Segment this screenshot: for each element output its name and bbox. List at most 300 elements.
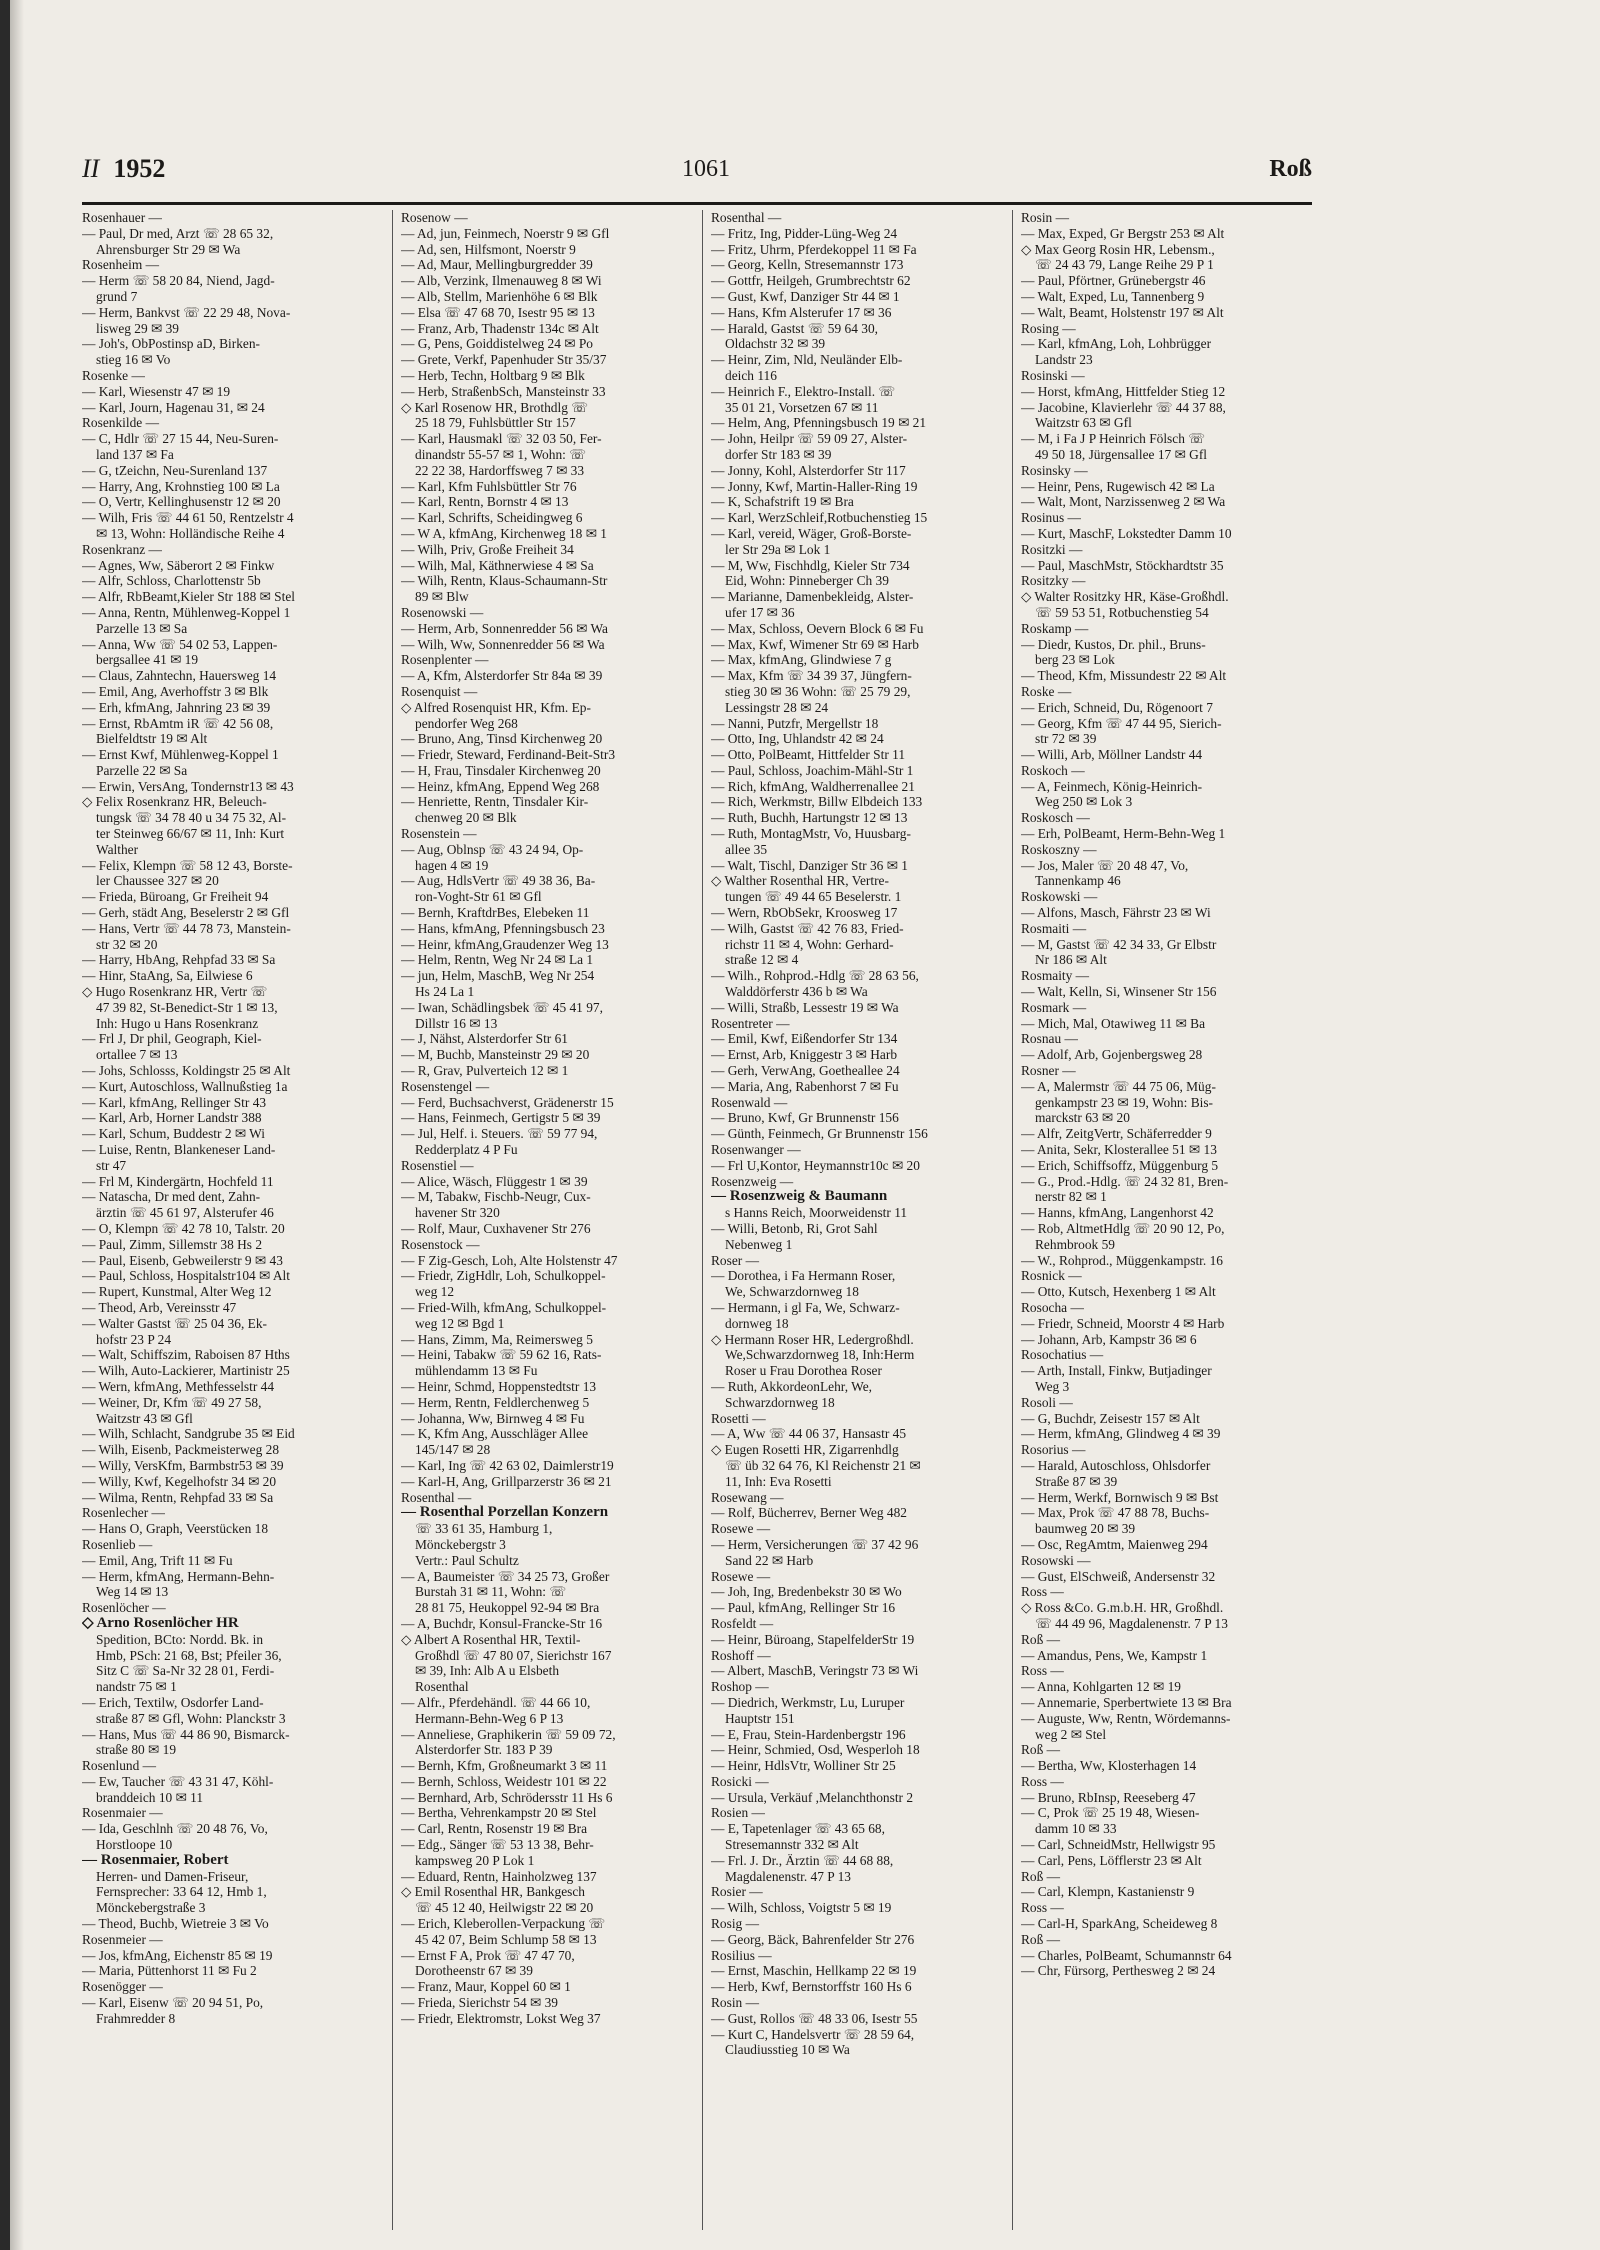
directory-line: — Karl, Schrifts, Scheidingweg 6	[401, 510, 583, 526]
directory-line: Roskoszny —	[1021, 841, 1097, 857]
directory-line: — Herm, Rentn, Feldlerchenweg 5	[401, 1394, 590, 1410]
directory-line: — Heinr, kfmAng,Graudenzer Weg 13	[401, 936, 609, 952]
directory-line: — Hans, Kfm Alsterufer 17 ✉ 36	[711, 304, 892, 320]
directory-line: — Georg, Kelln, Stresemannstr 173	[711, 257, 904, 273]
directory-line: — Erich, Kleberollen-Verpackung ☏	[401, 1916, 606, 1932]
directory-line: Rosoli —	[1021, 1394, 1073, 1410]
directory-line: — Karl-H, Ang, Grillparzerstr 36 ✉ 21	[401, 1473, 612, 1489]
directory-line: — Carl, Klempn, Kastanienstr 9	[1021, 1884, 1195, 1900]
directory-line: — Mich, Mal, Otawiweg 11 ✉ Ba	[1021, 1015, 1206, 1031]
directory-line: Redderplatz 4 P Fu	[415, 1142, 518, 1158]
directory-line: — Max, kfmAng, Glindwiese 7 g	[711, 652, 892, 668]
volume-number: II	[82, 154, 100, 183]
directory-line: Rosinus —	[1021, 510, 1081, 526]
directory-line: straße 12 ✉ 4	[725, 952, 799, 968]
directory-line: Rosnau —	[1021, 1031, 1078, 1047]
directory-line: — Rolf, Maur, Cuxhavener Str 276	[401, 1221, 591, 1236]
directory-line: marckstr 63 ✉ 20	[1035, 1110, 1130, 1126]
directory-line: — G., Prod.-Hdlg. ☏ 24 32 81, Bren-	[1021, 1173, 1229, 1189]
page-gutter-shadow	[10, 0, 24, 2250]
directory-line: — Jul, Helf. i. Steuers. ☏ 59 77 94,	[401, 1126, 598, 1142]
directory-line: — Jos, kfmAng, Eichenstr 85 ✉ 19	[82, 1947, 273, 1963]
directory-line: Rosmark —	[1021, 999, 1087, 1015]
directory-line: — Natascha, Dr med dent, Zahn-	[82, 1189, 261, 1205]
directory-line: — Johanna, Ww, Birnweg 4 ✉ Fu	[401, 1410, 585, 1426]
directory-line: — Walt, Tischl, Danziger Str 36 ✉ 1	[711, 857, 908, 873]
directory-line: Weg 14 ✉ 13	[96, 1584, 169, 1600]
directory-line: Roß —	[1021, 1742, 1061, 1758]
directory-line: Rosetti —	[711, 1410, 766, 1426]
directory-line: Lessingstr 28 ✉ 24	[725, 699, 829, 715]
directory-line: — A, Feinmech, König-Heinrich-	[1021, 778, 1203, 794]
directory-line: — Gust, ElSchweiß, Andersenstr 32	[1021, 1568, 1216, 1584]
directory-line: — Ad, Maur, Mellingburgredder 39	[401, 257, 593, 273]
column-1	[82, 210, 380, 2230]
directory-line: Rosing —	[1021, 320, 1076, 336]
directory-line: s Hanns Reich, Moorweidenstr 11	[725, 1205, 908, 1221]
directory-line: We, Schwarzdornweg 18	[725, 1284, 859, 1300]
directory-line: — Helm, Ang, Pfenningsbusch 19 ✉ 21	[711, 415, 927, 431]
directory-line: — Heinr, Zim, Nld, Neuländer Elb-	[711, 352, 903, 368]
directory-line: ler Chaussee 327 ✉ 20	[96, 873, 219, 889]
directory-line: Rosenquist —	[401, 683, 478, 699]
directory-line: stieg 16 ✉ Vo	[96, 352, 171, 368]
directory-line: — O, Vertr, Kellinghusenstr 12 ✉ 20	[82, 494, 281, 510]
directory-line: 45 42 07, Beim Schlump 58 ✉ 13	[415, 1931, 597, 1947]
directory-line: — Herm, Bankvst ☏ 22 29 48, Nova-	[82, 304, 291, 320]
directory-line: Roß —	[1021, 1931, 1061, 1947]
directory-line: — G, tZeichn, Neu-Surenland 137	[82, 462, 268, 478]
directory-line: — Max, Kfm ☏ 34 39 37, Jüngfern-	[711, 668, 912, 684]
directory-line: — Rolf, Bücherrev, Berner Weg 482	[711, 1505, 908, 1521]
directory-line: ◇ Karl Rosenow HR, Brothdlg ☏	[401, 399, 588, 415]
directory-line: — Frl M, Kindergärtn, Hochfeld 11	[82, 1173, 274, 1189]
directory-line: Claudiusstieg 10 ✉ Wa	[725, 2042, 850, 2058]
directory-line: — Gust, Kwf, Danziger Str 44 ✉ 1	[711, 288, 900, 304]
directory-line: — Max, Exped, Gr Bergstr 253 ✉ Alt	[1021, 225, 1225, 241]
directory-line: — Bertha, Ww, Klosterhagen 14	[1021, 1758, 1197, 1774]
directory-line: — Wilma, Rentn, Rehpfad 33 ✉ Sa	[82, 1489, 274, 1505]
directory-line: — Weiner, Dr, Kfm ☏ 49 27 58,	[82, 1394, 262, 1410]
directory-line: — Alfr., Pferdehändl. ☏ 44 66 10,	[401, 1694, 591, 1710]
directory-line: Rosewe —	[711, 1521, 771, 1537]
directory-line: Dillstr 16 ✉ 13	[415, 1015, 498, 1031]
directory-line: ☏ 59 53 51, Rotbuchenstieg 54	[1035, 604, 1209, 620]
directory-line: — Anna, Ww ☏ 54 02 53, Lappen-	[82, 636, 278, 652]
directory-line: Roske —	[1021, 683, 1072, 699]
directory-line: — M, Tabakw, Fischb-Neugr, Cux-	[401, 1189, 591, 1205]
directory-line: — Fritz, Ing, Pidder-Lüng-Weg 24	[711, 225, 898, 241]
directory-line: Roskowski —	[1021, 889, 1098, 905]
directory-line: Fernsprecher: 33 64 12, Hmb 1,	[96, 1884, 267, 1900]
directory-line: baumweg 20 ✉ 39	[1035, 1521, 1136, 1537]
directory-line: Waitzstr 43 ✉ Gfl	[96, 1410, 193, 1426]
directory-line: ◇ Hermann Roser HR, Ledergroßhdl.	[711, 1331, 914, 1347]
directory-line: Vertr.: Paul Schultz	[415, 1552, 519, 1568]
directory-line: — Dorothea, i Fa Hermann Roser,	[711, 1268, 896, 1284]
directory-line: — Nanni, Putzfr, Mergellstr 18	[711, 715, 879, 731]
directory-line: — G, Buchdr, Zeisestr 157 ✉ Alt	[1021, 1410, 1200, 1426]
directory-line: Spedition, BCto: Nordd. Bk. in	[96, 1631, 264, 1647]
directory-line: — Ernst Kwf, Mühlenweg-Koppel 1	[82, 747, 279, 763]
directory-line: dornweg 18	[725, 1315, 789, 1331]
directory-line: — Rosenzweig & Baumann	[711, 1189, 888, 1205]
directory-line: Roser u Frau Dorothea Roser	[725, 1363, 882, 1379]
directory-line: — Harald, Autoschloss, Ohlsdorfer	[1021, 1457, 1211, 1473]
directory-line: Roser —	[711, 1252, 759, 1268]
directory-line: — Hans O, Graph, Veerstücken 18	[82, 1521, 269, 1537]
directory-line: Straße 87 ✉ 39	[1035, 1473, 1118, 1489]
directory-line: nerstr 82 ✉ 1	[1035, 1189, 1107, 1205]
column-3	[702, 210, 1001, 2230]
directory-line: Rosin —	[1021, 210, 1069, 225]
directory-line: Schwarzdornweg 18	[725, 1394, 835, 1410]
directory-line: — Friedr, Elektromstr, Lokst Weg 37	[401, 2010, 601, 2026]
directory-line: — Grete, Verkf, Papenhuder Str 35/37	[401, 352, 607, 368]
directory-line: — Hinr, StaAng, Sa, Eilwiese 6	[82, 968, 253, 984]
directory-line: Rosenowski —	[401, 604, 484, 620]
directory-line: Rosmaity —	[1021, 968, 1090, 984]
directory-line: — Willi, Arb, Möllner Landstr 44	[1021, 747, 1203, 763]
directory-line: — Emil, Ang, Trift 11 ✉ Fu	[82, 1552, 233, 1568]
directory-line: — Johann, Arb, Kampstr 36 ✉ 6	[1021, 1331, 1197, 1347]
directory-line: — Anita, Sekr, Klosterallee 51 ✉ 13	[1021, 1142, 1217, 1158]
directory-line: — Karl, Eisenw ☏ 20 94 51, Po,	[82, 1995, 264, 2011]
directory-line: Roskosch —	[1021, 810, 1090, 826]
directory-line: — Eduard, Rentn, Hainholzweg 137	[401, 1868, 597, 1884]
directory-line: lisweg 29 ✉ 39	[96, 320, 180, 336]
directory-line: — Wilh, Schloss, Voigtstr 5 ✉ 19	[711, 1900, 892, 1916]
directory-line: Walther	[96, 841, 139, 857]
directory-line: ◇ Emil Rosenthal HR, Bankgesch	[401, 1884, 585, 1900]
directory-line: Weg 250 ✉ Lok 3	[1035, 794, 1133, 810]
directory-line: — Karl, Schum, Buddestr 2 ✉ Wi	[82, 1126, 266, 1142]
directory-line: Nr 186 ✉ Alt	[1035, 952, 1107, 968]
directory-line: — Bruno, Kwf, Gr Brunnenstr 156	[711, 1110, 899, 1126]
directory-line: — Paul, Dr med, Arzt ☏ 28 65 32,	[82, 225, 274, 241]
directory-line: — Auguste, Ww, Rentn, Wördemanns-	[1021, 1710, 1231, 1726]
directory-line: Rosenlund —	[82, 1758, 157, 1774]
directory-line: — Gerh, städt Ang, Beselerstr 2 ✉ Gfl	[82, 905, 290, 921]
directory-line: Ross —	[1021, 1773, 1064, 1789]
directory-line: — Fritz, Uhrm, Pferdekoppel 11 ✉ Fa	[711, 241, 917, 257]
directory-line: Frahmredder 8	[96, 2010, 176, 2026]
directory-line: — Hans, Vertr ☏ 44 78 73, Manstein-	[82, 920, 291, 936]
directory-line: — Diedrich, Werkmstr, Lu, Luruper	[711, 1694, 905, 1710]
directory-line: — Walt, Mont, Narzissenweg 2 ✉ Wa	[1021, 494, 1226, 510]
book-spine-edge	[0, 0, 10, 2250]
directory-line: — Frl U,Kontor, Heymannstr10c ✉ 20	[711, 1157, 920, 1173]
directory-line: — A, Malermstr ☏ 44 75 06, Müg-	[1021, 1078, 1216, 1094]
directory-line: Rosenstiel —	[401, 1157, 474, 1173]
directory-line: — Aug, Oblnsp ☏ 43 24 94, Op-	[401, 841, 584, 857]
directory-line: — Friedr, ZigHdlr, Loh, Schulkoppel-	[401, 1268, 606, 1284]
directory-line: — Jacobine, Klavierlehr ☏ 44 37 88,	[1021, 399, 1226, 415]
directory-line: — Rich, Werkmstr, Billw Elbdeich 133	[711, 794, 923, 810]
directory-line: Nebenweg 1	[725, 1236, 793, 1252]
directory-line: — Bruno, RbInsp, Reeseberg 47	[1021, 1789, 1196, 1805]
directory-line: — Wilh, Schlacht, Sandgrube 35 ✉ Eid	[82, 1426, 295, 1442]
directory-line: ◇ Walther Rosenthal HR, Vertre-	[711, 873, 889, 889]
directory-line: hofstr 23 P 24	[96, 1331, 172, 1347]
directory-line: — Walt, Exped, Lu, Tannenberg 9	[1021, 288, 1205, 304]
directory-line: — Gottfr, Heilgeh, Grumbrechtstr 62	[711, 273, 911, 289]
directory-line: — Max, Schloss, Oevern Block 6 ✉ Fu	[711, 620, 924, 636]
directory-line: — Heinr, Büroang, StapelfelderStr 19	[711, 1631, 915, 1647]
directory-line: — Iwan, Schädlingsbek ☏ 45 41 97,	[401, 999, 603, 1015]
directory-line: — Paul, MaschMstr, Stöckhardtstr 35	[1021, 557, 1224, 573]
directory-line: — Walter Gastst ☏ 25 04 36, Ek-	[82, 1315, 268, 1331]
directory-line: Rosenlieb —	[82, 1536, 153, 1552]
directory-line: — Hans, Zimm, Ma, Reimersweg 5	[401, 1331, 593, 1347]
directory-line: hagen 4 ✉ 19	[415, 857, 489, 873]
directory-line: — A, Baumeister ☏ 34 25 73, Großer	[401, 1568, 610, 1584]
directory-line: Großhdl ☏ 47 80 07, Sierichstr 167	[415, 1647, 612, 1663]
directory-line: ✉ 13, Wohn: Holländische Reihe 4	[96, 525, 285, 541]
directory-line: — Bertha, Vehrenkampstr 20 ✉ Stel	[401, 1805, 597, 1821]
directory-line: Tannenkamp 46	[1035, 873, 1121, 889]
directory-line: Rosenhauer —	[82, 210, 162, 225]
directory-line: Roß —	[1021, 1868, 1061, 1884]
directory-columns	[82, 210, 1312, 2230]
directory-line: ☏ 24 43 79, Lange Reihe 29 P 1	[1035, 257, 1214, 273]
directory-line: — Kurt, Autoschloss, Wallnußstieg 1a	[82, 1078, 288, 1094]
directory-line: — Johs, Schlosss, Koldingstr 25 ✉ Alt	[82, 1063, 291, 1079]
directory-line: Hmb, PSch: 21 68, Bst; Pfeiler 36,	[96, 1647, 282, 1663]
directory-line: — Herb, StraßenbSch, Mansteinstr 33	[401, 383, 606, 399]
directory-line: Rosentreter —	[711, 1015, 790, 1031]
directory-line: ☏ 33 61 35, Hamburg 1,	[415, 1521, 553, 1537]
directory-line: 47 39 82, St-Benedict-Str 1 ✉ 13,	[96, 999, 278, 1015]
directory-line: — Wilh, Gastst ☏ 42 76 83, Fried-	[711, 920, 904, 936]
directory-line: Rosien —	[711, 1805, 765, 1821]
directory-line: str 47	[96, 1157, 127, 1173]
directory-line: — Heinr, HdlsVtr, Wolliner Str 25	[711, 1758, 896, 1774]
directory-line: — Harald, Gastst ☏ 59 64 30,	[711, 320, 878, 336]
directory-line: — Helm, Rentn, Weg Nr 24 ✉ La 1	[401, 952, 594, 968]
directory-line: Hauptstr 151	[725, 1710, 795, 1726]
directory-line: havener Str 320	[415, 1205, 500, 1221]
directory-line: ◇ Albert A Rosenthal HR, Textil-	[401, 1631, 581, 1647]
directory-line: ler Str 29a ✉ Lok 1	[725, 541, 831, 557]
directory-line: — Ad, sen, Hilfsmont, Noerstr 9	[401, 241, 576, 257]
directory-line: — Herb, Kwf, Bernstorffstr 160 Hs 6	[711, 1979, 912, 1995]
directory-line: — Karl, Journ, Hagenau 31, ✉ 24	[82, 399, 265, 415]
directory-line: Stresemannstr 332 ✉ Alt	[725, 1837, 859, 1853]
directory-line: ◇ Eugen Rosetti HR, Zigarrenhdlg	[711, 1442, 899, 1458]
directory-line: ◇ Alfred Rosenquist HR, Kfm. Ep-	[401, 699, 591, 715]
directory-line: Roshop —	[711, 1679, 769, 1695]
directory-line: Rosorius —	[1021, 1442, 1086, 1458]
header-rule	[82, 202, 1312, 205]
directory-line: bergsallee 41 ✉ 19	[96, 652, 199, 668]
directory-line: Landstr 23	[1035, 352, 1093, 368]
directory-line: str 72 ✉ 39	[1035, 731, 1097, 747]
directory-line: — Alfr, RbBeamt,Kieler Str 188 ✉ Stel	[82, 589, 296, 605]
directory-line: Rosenkranz —	[82, 541, 162, 557]
directory-line: — Wilh, Rentn, Klaus-Schaumann-Str	[401, 573, 608, 589]
directory-line: — Felix, Klempn ☏ 58 12 43, Borste-	[82, 857, 293, 873]
directory-line: — Carl-H, SparkAng, Scheideweg 8	[1021, 1916, 1218, 1932]
volume-year	[82, 154, 165, 184]
directory-line: 35 01 21, Vorsetzen 67 ✉ 11	[725, 399, 879, 415]
directory-line: ärztin ☏ 45 61 97, Alsterufer 46	[96, 1205, 274, 1221]
directory-line: — Anna, Rentn, Mühlenweg-Koppel 1	[82, 604, 291, 620]
directory-line: ter Steinweg 66/67 ✉ 11, Inh: Kurt	[96, 826, 285, 842]
directory-line: — Wern, kfmAng, Methfesselstr 44	[82, 1378, 275, 1394]
directory-line: Rosewang —	[711, 1489, 784, 1505]
directory-line: — W., Rohprod., Müggenkampstr. 16	[1021, 1252, 1223, 1268]
directory-line: We,Schwarzdornweg 18, Inh:Herm	[725, 1347, 915, 1363]
directory-line: — Franz, Arb, Thadenstr 134c ✉ Alt	[401, 320, 599, 336]
directory-line: — Hanns, kfmAng, Langenhorst 42	[1021, 1205, 1214, 1221]
directory-line: — Henriette, Rentn, Tinsdaler Kir-	[401, 794, 589, 810]
directory-line: Sand 22 ✉ Harb	[725, 1552, 814, 1568]
directory-line: — Frieda, Büroang, Gr Freiheit 94	[82, 889, 269, 905]
directory-line: — Ferd, Buchsachverst, Grädenerstr 15	[401, 1094, 614, 1110]
directory-line: — Gust, Rollos ☏ 48 33 06, Isestr 55	[711, 2010, 918, 2026]
directory-line: Alsterdorfer Str. 183 P 39	[415, 1742, 553, 1758]
directory-line: — Karl, kfmAng, Loh, Lohbrügger	[1021, 336, 1212, 352]
directory-line: Herren- und Damen-Friseur,	[96, 1868, 249, 1884]
directory-line: Ahrensburger Str 29 ✉ Wa	[96, 241, 241, 257]
directory-line: — C, Prok ☏ 25 19 48, Wiesen-	[1021, 1805, 1200, 1821]
directory-line: — Diedr, Kustos, Dr. phil., Bruns-	[1021, 636, 1206, 652]
directory-line: — K, Kfm Ang, Ausschläger Allee	[401, 1426, 589, 1442]
directory-line: ◇ Max Georg Rosin HR, Lebensm.,	[1021, 241, 1215, 257]
directory-line: — Paul, Eisenb, Gebweilerstr 9 ✉ 43	[82, 1252, 283, 1268]
directory-line: Eid, Wohn: Pinneberger Ch 39	[725, 573, 889, 589]
directory-line: Walddörferstr 436 b ✉ Wa	[725, 984, 868, 1000]
directory-line: — G, Pens, Goiddistelweg 24 ✉ Po	[401, 336, 593, 352]
directory-line: Rosewe —	[711, 1568, 771, 1584]
directory-line: kampsweg 20 P Lok 1	[415, 1852, 535, 1868]
directory-line: — Alfr, ZeitgVertr, Schäferredder 9	[1021, 1126, 1212, 1142]
directory-line: — Heinr, Pens, Rugewisch 42 ✉ La	[1021, 478, 1215, 494]
directory-line: 11, Inh: Eva Rosetti	[725, 1473, 832, 1489]
directory-line: — Frieda, Sierichstr 54 ✉ 39	[401, 1995, 559, 2011]
directory-line: — Osc, RegAmtm, Maienweg 294	[1021, 1536, 1208, 1552]
directory-line: — Erh, kfmAng, Jahnring 23 ✉ 39	[82, 699, 271, 715]
directory-line: — Theod, Arb, Vereinsstr 47	[82, 1299, 237, 1315]
directory-line: — Karl, Hausmakl ☏ 32 03 50, Fer-	[401, 431, 602, 447]
directory-line: Rosicki —	[711, 1773, 769, 1789]
directory-line: Hs 24 La 1	[415, 984, 475, 1000]
directory-line: grund 7	[96, 288, 138, 304]
directory-line: — Karl, kfmAng, Rellinger Str 43	[82, 1094, 267, 1110]
directory-line: — H, Frau, Tinsdaler Kirchenweg 20	[401, 762, 601, 778]
directory-line: — Bernh, Kfm, Großneumarkt 3 ✉ 11	[401, 1758, 608, 1774]
directory-line: — Annemarie, Sperbertwiete 13 ✉ Bra	[1021, 1694, 1232, 1710]
directory-line: — Amandus, Pens, We, Kampstr 1	[1021, 1647, 1208, 1663]
directory-line: — Ernst, Maschin, Hellkamp 22 ✉ 19	[711, 1963, 917, 1979]
directory-line: Mönckebergstraße 3	[96, 1900, 206, 1916]
directory-line: str 32 ✉ 20	[96, 936, 158, 952]
directory-line: Rosenthal —	[711, 210, 782, 225]
directory-line: Rosenthal	[415, 1679, 469, 1695]
directory-line: — Alfr, Schloss, Charlottenstr 5b	[82, 573, 261, 589]
directory-line: 25 18 79, Fuhlsbüttler Str 157	[415, 415, 576, 431]
directory-line: — Frl. J. Dr., Ärztin ☏ 44 68 88,	[711, 1852, 894, 1868]
directory-line: — Jonny, Kwf, Martin-Haller-Ring 19	[711, 478, 918, 494]
directory-line: — Paul, Schloss, Joachim-Mähl-Str 1	[711, 762, 914, 778]
directory-line: — Rupert, Kunstmal, Alter Weg 12	[82, 1284, 272, 1300]
directory-line: — Theod, Kfm, Missundestr 22 ✉ Alt	[1021, 668, 1227, 684]
directory-line: Parzelle 22 ✉ Sa	[96, 762, 188, 778]
directory-line: — Bernh, KraftdrBes, Elebeken 11	[401, 905, 590, 921]
directory-line: — K, Schafstrift 19 ✉ Bra	[711, 494, 854, 510]
directory-line: — Anneliese, Graphikerin ☏ 59 09 72,	[401, 1726, 616, 1742]
directory-line: — Ad, jun, Feinmech, Noerstr 9 ✉ Gfl	[401, 225, 610, 241]
directory-line: — Herb, Techn, Holtbarg 9 ✉ Blk	[401, 367, 585, 383]
directory-line: Rosocha —	[1021, 1299, 1084, 1315]
directory-line: dinandstr 55-57 ✉ 1, Wohn: ☏	[415, 446, 586, 462]
directory-line: damm 10 ✉ 33	[1035, 1821, 1117, 1837]
directory-line: weg 12	[415, 1284, 455, 1300]
directory-line: Sitz C ☏ Sa-Nr 32 28 01, Ferdi-	[96, 1663, 275, 1679]
directory-line: — Karl, Arb, Horner Landstr 388	[82, 1110, 262, 1126]
directory-line: Waitzstr 63 ✉ Gfl	[1035, 415, 1132, 431]
directory-line: — Hermann, i gl Fa, We, Schwarz-	[711, 1299, 900, 1315]
directory-line: — Otto, Ing, Uhlandstr 42 ✉ 24	[711, 731, 884, 747]
directory-line: — Walt, Schiffszim, Raboisen 87 Hths	[82, 1347, 290, 1363]
directory-line: — Wilh, Fris ☏ 44 61 50, Rentzelstr 4	[82, 510, 294, 526]
directory-line: Rosier —	[711, 1884, 763, 1900]
directory-line: branddeich 10 ✉ 11	[96, 1789, 204, 1805]
directory-line: — Heini, Tabakw ☏ 59 62 16, Rats-	[401, 1347, 602, 1363]
directory-line: deich 116	[725, 367, 777, 383]
directory-line: — O, Klempn ☏ 42 78 10, Talstr. 20	[82, 1221, 285, 1236]
directory-line: — Walt, Kelln, Si, Winsener Str 156	[1021, 984, 1217, 1000]
directory-line: — M, Gastst ☏ 42 34 33, Gr Elbstr	[1021, 936, 1217, 952]
directory-line: — Frl J, Dr phil, Geograph, Kiel-	[82, 1031, 262, 1047]
directory-line: — Georg, Kfm ☏ 47 44 95, Sierich-	[1021, 715, 1222, 731]
directory-line: Burstah 31 ✉ 11, Wohn: ☏	[415, 1584, 567, 1600]
directory-line: — Paul, Zimm, Sillemstr 38 Hs 2	[82, 1236, 263, 1252]
directory-line: ☏ üb 32 64 76, Kl Reichenstr 21 ✉	[725, 1457, 921, 1473]
directory-line: — Hans, Mus ☏ 44 86 90, Bismarck-	[82, 1726, 290, 1742]
directory-line: — Rich, kfmAng, Waldherrenallee 21	[711, 778, 915, 794]
directory-line: — Bruno, Ang, Tinsd Kirchenweg 20	[401, 731, 603, 747]
directory-page	[82, 150, 1312, 2230]
directory-line: — Kurt, MaschF, Lokstedter Damm 10	[1021, 525, 1232, 541]
directory-line: straße 87 ✉ Gfl, Wohn: Planckstr 3	[96, 1710, 286, 1726]
directory-line: Rosinski —	[1021, 367, 1085, 383]
directory-line: — A, Ww ☏ 44 06 37, Hansastr 45	[711, 1426, 907, 1442]
directory-line: — Ruth, Buchh, Hartungstr 12 ✉ 13	[711, 810, 908, 826]
directory-line: — M, Buchb, Mansteinstr 29 ✉ 20	[401, 1047, 590, 1063]
directory-line: weg 12 ✉ Bgd 1	[415, 1315, 505, 1331]
directory-line: — Charles, PolBeamt, Schumannstr 64	[1021, 1947, 1232, 1963]
directory-line: richstr 11 ✉ 4, Wohn: Gerhard-	[725, 936, 894, 952]
directory-line: — Herm, Versicherungen ☏ 37 42 96	[711, 1536, 919, 1552]
directory-line: Horstloope 10	[96, 1837, 173, 1853]
directory-line: Parzelle 13 ✉ Sa	[96, 620, 188, 636]
directory-line: — Karl, Rentn, Bornstr 4 ✉ 13	[401, 494, 569, 510]
directory-line: Rosenwanger —	[711, 1142, 801, 1158]
directory-line: — Maria, Püttenhorst 11 ✉ Fu 2	[82, 1963, 257, 1979]
directory-line: Rosowski —	[1021, 1552, 1091, 1568]
directory-line: — C, Hdlr ☏ 27 15 44, Neu-Suren-	[82, 431, 279, 447]
directory-line: — Friedr, Steward, Ferdinand-Beit-Str3	[401, 747, 616, 763]
directory-line: — Ida, Geschlnh ☏ 20 48 76, Vo,	[82, 1821, 268, 1837]
directory-line: — Luise, Rentn, Blankeneser Land-	[82, 1142, 276, 1158]
directory-line: — Maria, Ang, Rabenhorst 7 ✉ Fu	[711, 1078, 899, 1094]
directory-line: ✉ 39, Inh: Alb A u Elsbeth	[415, 1663, 560, 1679]
directory-line: — Wilh, Priv, Große Freiheit 34	[401, 541, 574, 557]
directory-line: Ross —	[1021, 1663, 1064, 1679]
directory-line: Bielfeldtstr 19 ✉ Alt	[96, 731, 208, 747]
